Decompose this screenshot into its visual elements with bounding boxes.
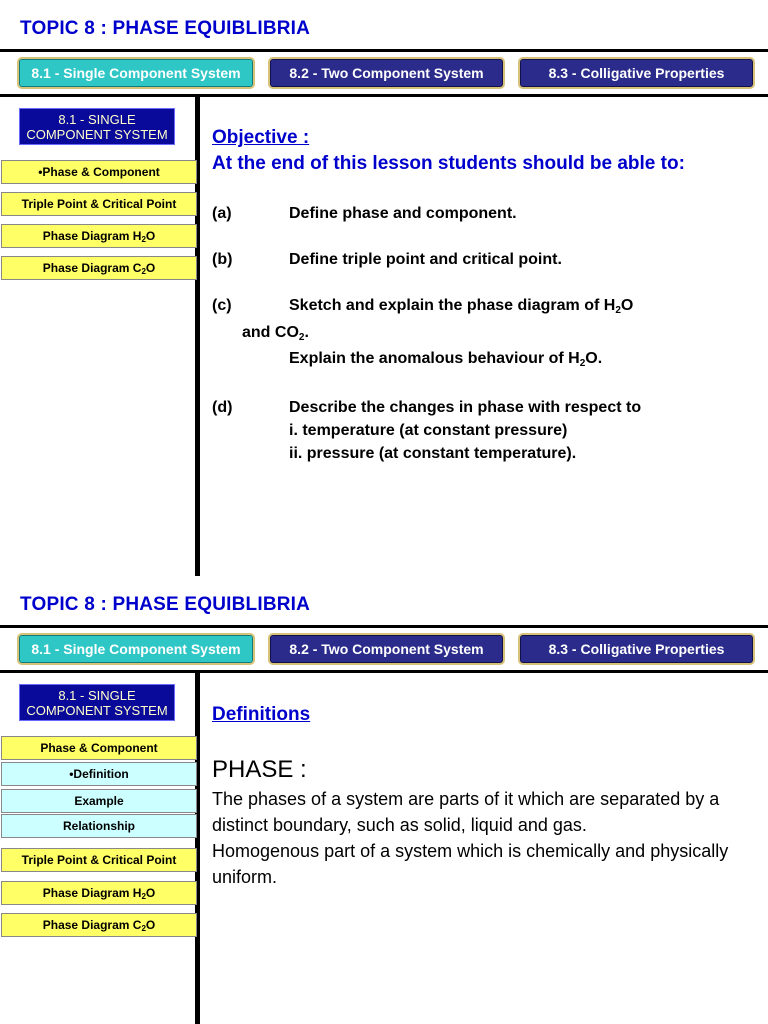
objective-item-d-ii: ii. pressure (at constant temperature). — [289, 445, 577, 462]
section-box-line2: COMPONENT SYSTEM — [26, 127, 168, 142]
phase-definition — [212, 786, 752, 890]
section-box — [19, 684, 175, 721]
item-label: (d) — [212, 399, 233, 416]
item-text: Describe the changes in phase with respect to — [289, 399, 642, 416]
slide-definitions — [0, 576, 768, 1024]
nav-subscript: 2 — [141, 924, 146, 933]
item-label: (c) — [212, 297, 232, 314]
item-label: (b) — [212, 251, 233, 268]
topic-title: TOPIC 8 : PHASE EQUIBLIBRIA — [20, 18, 311, 39]
tab-colligative[interactable]: 8.3 - Colligative Properties — [518, 633, 755, 665]
objective-line: At the end of this lesson students should be able to: — [212, 153, 685, 174]
nav-phase-diagram-c2o[interactable] — [1, 256, 197, 280]
nav-phase-component[interactable]: •Phase & Component — [1, 160, 197, 184]
nav-phase-diagram-c2o[interactable] — [1, 913, 197, 937]
vertical-divider — [195, 670, 200, 1024]
objective-item-c-line3: Explain the anomalous behaviour of H2O. — [289, 350, 603, 369]
divider-line — [0, 670, 768, 673]
tab-two-component[interactable]: 8.2 - Two Component System — [268, 57, 505, 89]
item-text: Sketch and explain the phase diagram of H2O — [289, 297, 634, 316]
section-box-line2: COMPONENT SYSTEM — [26, 703, 168, 718]
section-box — [19, 108, 175, 145]
nav-phase-diagram-h2o[interactable] — [1, 224, 197, 248]
nav-phase-component[interactable]: Phase & Component — [1, 736, 197, 760]
nav-label: Phase Diagram C — [42, 261, 142, 275]
tab-two-component[interactable]: 8.2 - Two Component System — [268, 633, 505, 665]
nav-label: O — [145, 229, 156, 243]
nav-phase-diagram-h2o[interactable] — [1, 881, 197, 905]
divider-line — [0, 49, 768, 52]
item-text: Define triple point and critical point. — [289, 251, 562, 268]
nav-label: O — [145, 918, 156, 932]
tab-colligative[interactable]: 8.3 - Colligative Properties — [518, 57, 755, 89]
objective-heading: Objective : — [212, 127, 310, 148]
nav-label: Phase Diagram C — [42, 918, 142, 932]
nav-label: Phase Diagram H — [42, 229, 142, 243]
nav-triple-point[interactable]: Triple Point & Critical Point — [1, 192, 197, 216]
item-label: (a) — [212, 205, 232, 222]
nav-label: O — [145, 261, 156, 275]
item-text: Define phase and component. — [289, 205, 517, 222]
nav-subscript: 2 — [141, 892, 146, 901]
divider-line — [0, 94, 768, 97]
nav-definition[interactable]: •Definition — [1, 762, 197, 786]
objective-item-d-i: i. temperature (at constant pressure) — [289, 422, 568, 439]
section-box-line1: 8.1 - SINGLE — [58, 112, 136, 127]
objective-item-c-line2: and CO2. — [242, 324, 309, 343]
topic-title: TOPIC 8 : PHASE EQUIBLIBRIA — [20, 594, 311, 615]
nav-label: O — [145, 886, 156, 900]
phase-text-2: Homogenous part of a system which is chemically and physically uniform. — [212, 841, 729, 887]
divider-line — [0, 625, 768, 628]
tab-single-component[interactable]: 8.1 - Single Component System — [17, 57, 255, 89]
nav-subscript: 2 — [141, 267, 146, 276]
definitions-heading[interactable]: Definitions — [212, 704, 311, 725]
nav-subscript: 2 — [141, 235, 146, 244]
tab-single-component[interactable]: 8.1 - Single Component System — [17, 633, 255, 665]
nav-triple-point[interactable]: Triple Point & Critical Point — [1, 848, 197, 872]
phase-text-1: The phases of a system are parts of it which are separated by a distinct boundary, such as solid, liquid and gas. — [212, 789, 720, 835]
nav-label: Phase Diagram H — [42, 886, 142, 900]
nav-relationship[interactable]: Relationship — [1, 814, 197, 838]
section-box-line1: 8.1 - SINGLE — [58, 688, 136, 703]
nav-example[interactable]: Example — [1, 789, 197, 813]
phase-heading: PHASE : — [212, 756, 307, 783]
